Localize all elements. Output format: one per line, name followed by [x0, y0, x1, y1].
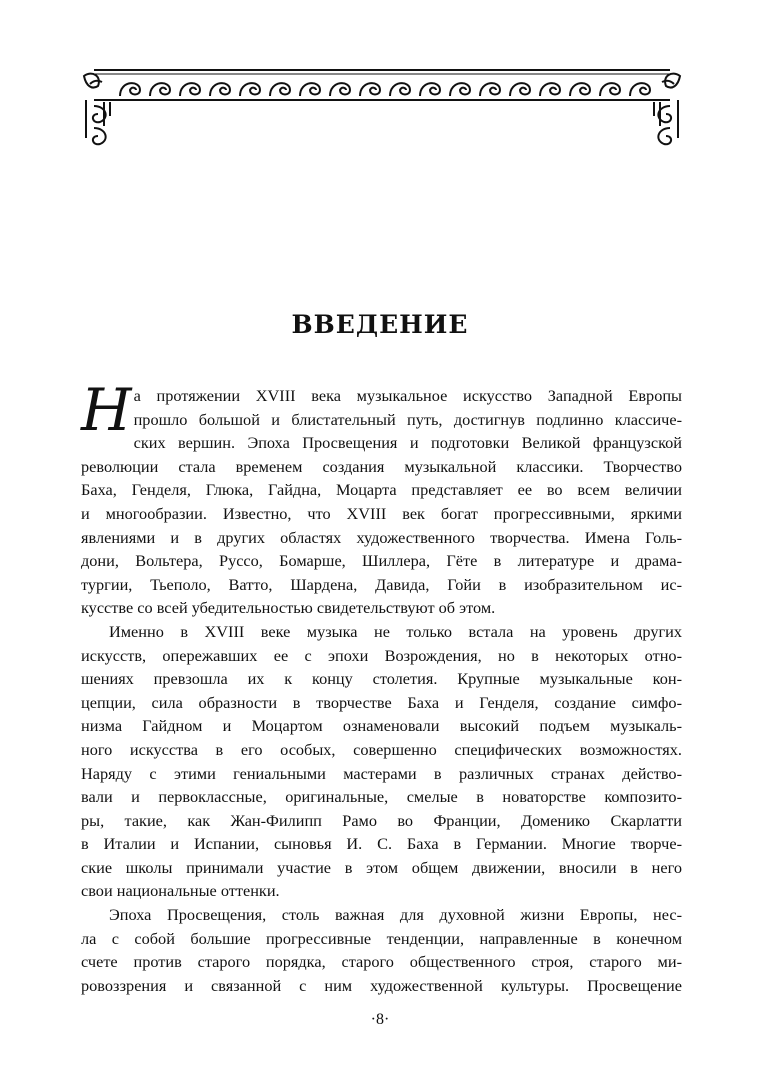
text-line: кусстве со всей убедительностью свидетельствуют об этом.	[81, 598, 496, 618]
text-line: ских вершин. Эпоха Просвещения и подготовки Великой французской	[133, 433, 682, 453]
text-line: ровоззрения и связанной с ним художественной культуры. Просвещение	[81, 975, 682, 995]
text-line: в Италии и Испании, сыновья И. С. Баха в Германии. Многие творче-	[81, 834, 682, 854]
text-line: и многообразии. Известно, что XVIII век богат прогрессивными, яркими	[81, 503, 682, 523]
text-line: счете против старого порядка, старого общественного строя, старого ми-	[81, 952, 682, 972]
text-line: ного искусства в его особых, совершенно специфических возможностях.	[81, 739, 682, 759]
paragraph-2	[81, 620, 682, 903]
drop-cap: Н	[81, 376, 132, 444]
text-line: Баха, Генделя, Глюка, Гайдна, Моцарта представляет ее во всем величии	[81, 480, 682, 500]
text-line: прошло большой и блистательный путь, достигнув подлинно классиче-	[133, 409, 682, 429]
text-line: низма Гайдном и Моцартом ознаменовали высокий подъем музыкаль-	[81, 716, 682, 736]
text-line: ры, такие, как Жан-Филипп Рамо во Франции, Доменико Скарлатти	[81, 810, 682, 830]
page-number: ·8·	[370, 1011, 390, 1028]
text-line: революции стала временем создания музыкальной классики. Творчество	[81, 456, 682, 476]
text-line: Именно в XVIII веке музыка не только встала на уровень других	[109, 621, 682, 641]
text-line: вали и первоклассные, оригинальные, смелые в новаторстве композито-	[81, 787, 682, 807]
paragraph-3	[81, 903, 682, 997]
text-line: тургии, Тьеполо, Ватто, Шардена, Давида, Гойи в изобразительном ис-	[81, 574, 682, 594]
text-line: свои национальные оттенки.	[81, 881, 280, 901]
text-line: ла с собой большие прогрессивные тенденции, направленные в конечном	[81, 928, 682, 948]
text-line: Наряду с этими гениальными мастерами в различных странах действо-	[81, 763, 682, 783]
ornamental-header-border	[80, 66, 684, 146]
text-line: шениях превзошла их к концу столетия. Крупные музыкальные кон-	[81, 669, 682, 689]
chapter-title: ВВЕДЕНИЕ	[291, 310, 469, 339]
text-line: а протяжении XVIII века музыкальное искусство Западной Европы	[133, 386, 682, 405]
body-text	[81, 376, 682, 997]
text-line: искусств, опережавших ее с эпохи Возрождения, но в некоторых отно-	[81, 645, 682, 665]
text-line: цепции, сила образности в творчестве Баха и Генделя, создание симфо-	[81, 692, 682, 712]
text-line: явлениями и в других областях художественного творчества. Имена Голь-	[81, 527, 682, 547]
text-line: дони, Вольтера, Руссо, Бомарше, Шиллера, Гёте в литературе и драма-	[81, 551, 682, 571]
text-line: Эпоха Просвещения, столь важная для духовной жизни Европы, нес-	[109, 905, 682, 925]
paragraph-1	[81, 376, 682, 620]
text-line: ские школы принимали участие в этом общем движении, вносили в него	[81, 857, 682, 877]
